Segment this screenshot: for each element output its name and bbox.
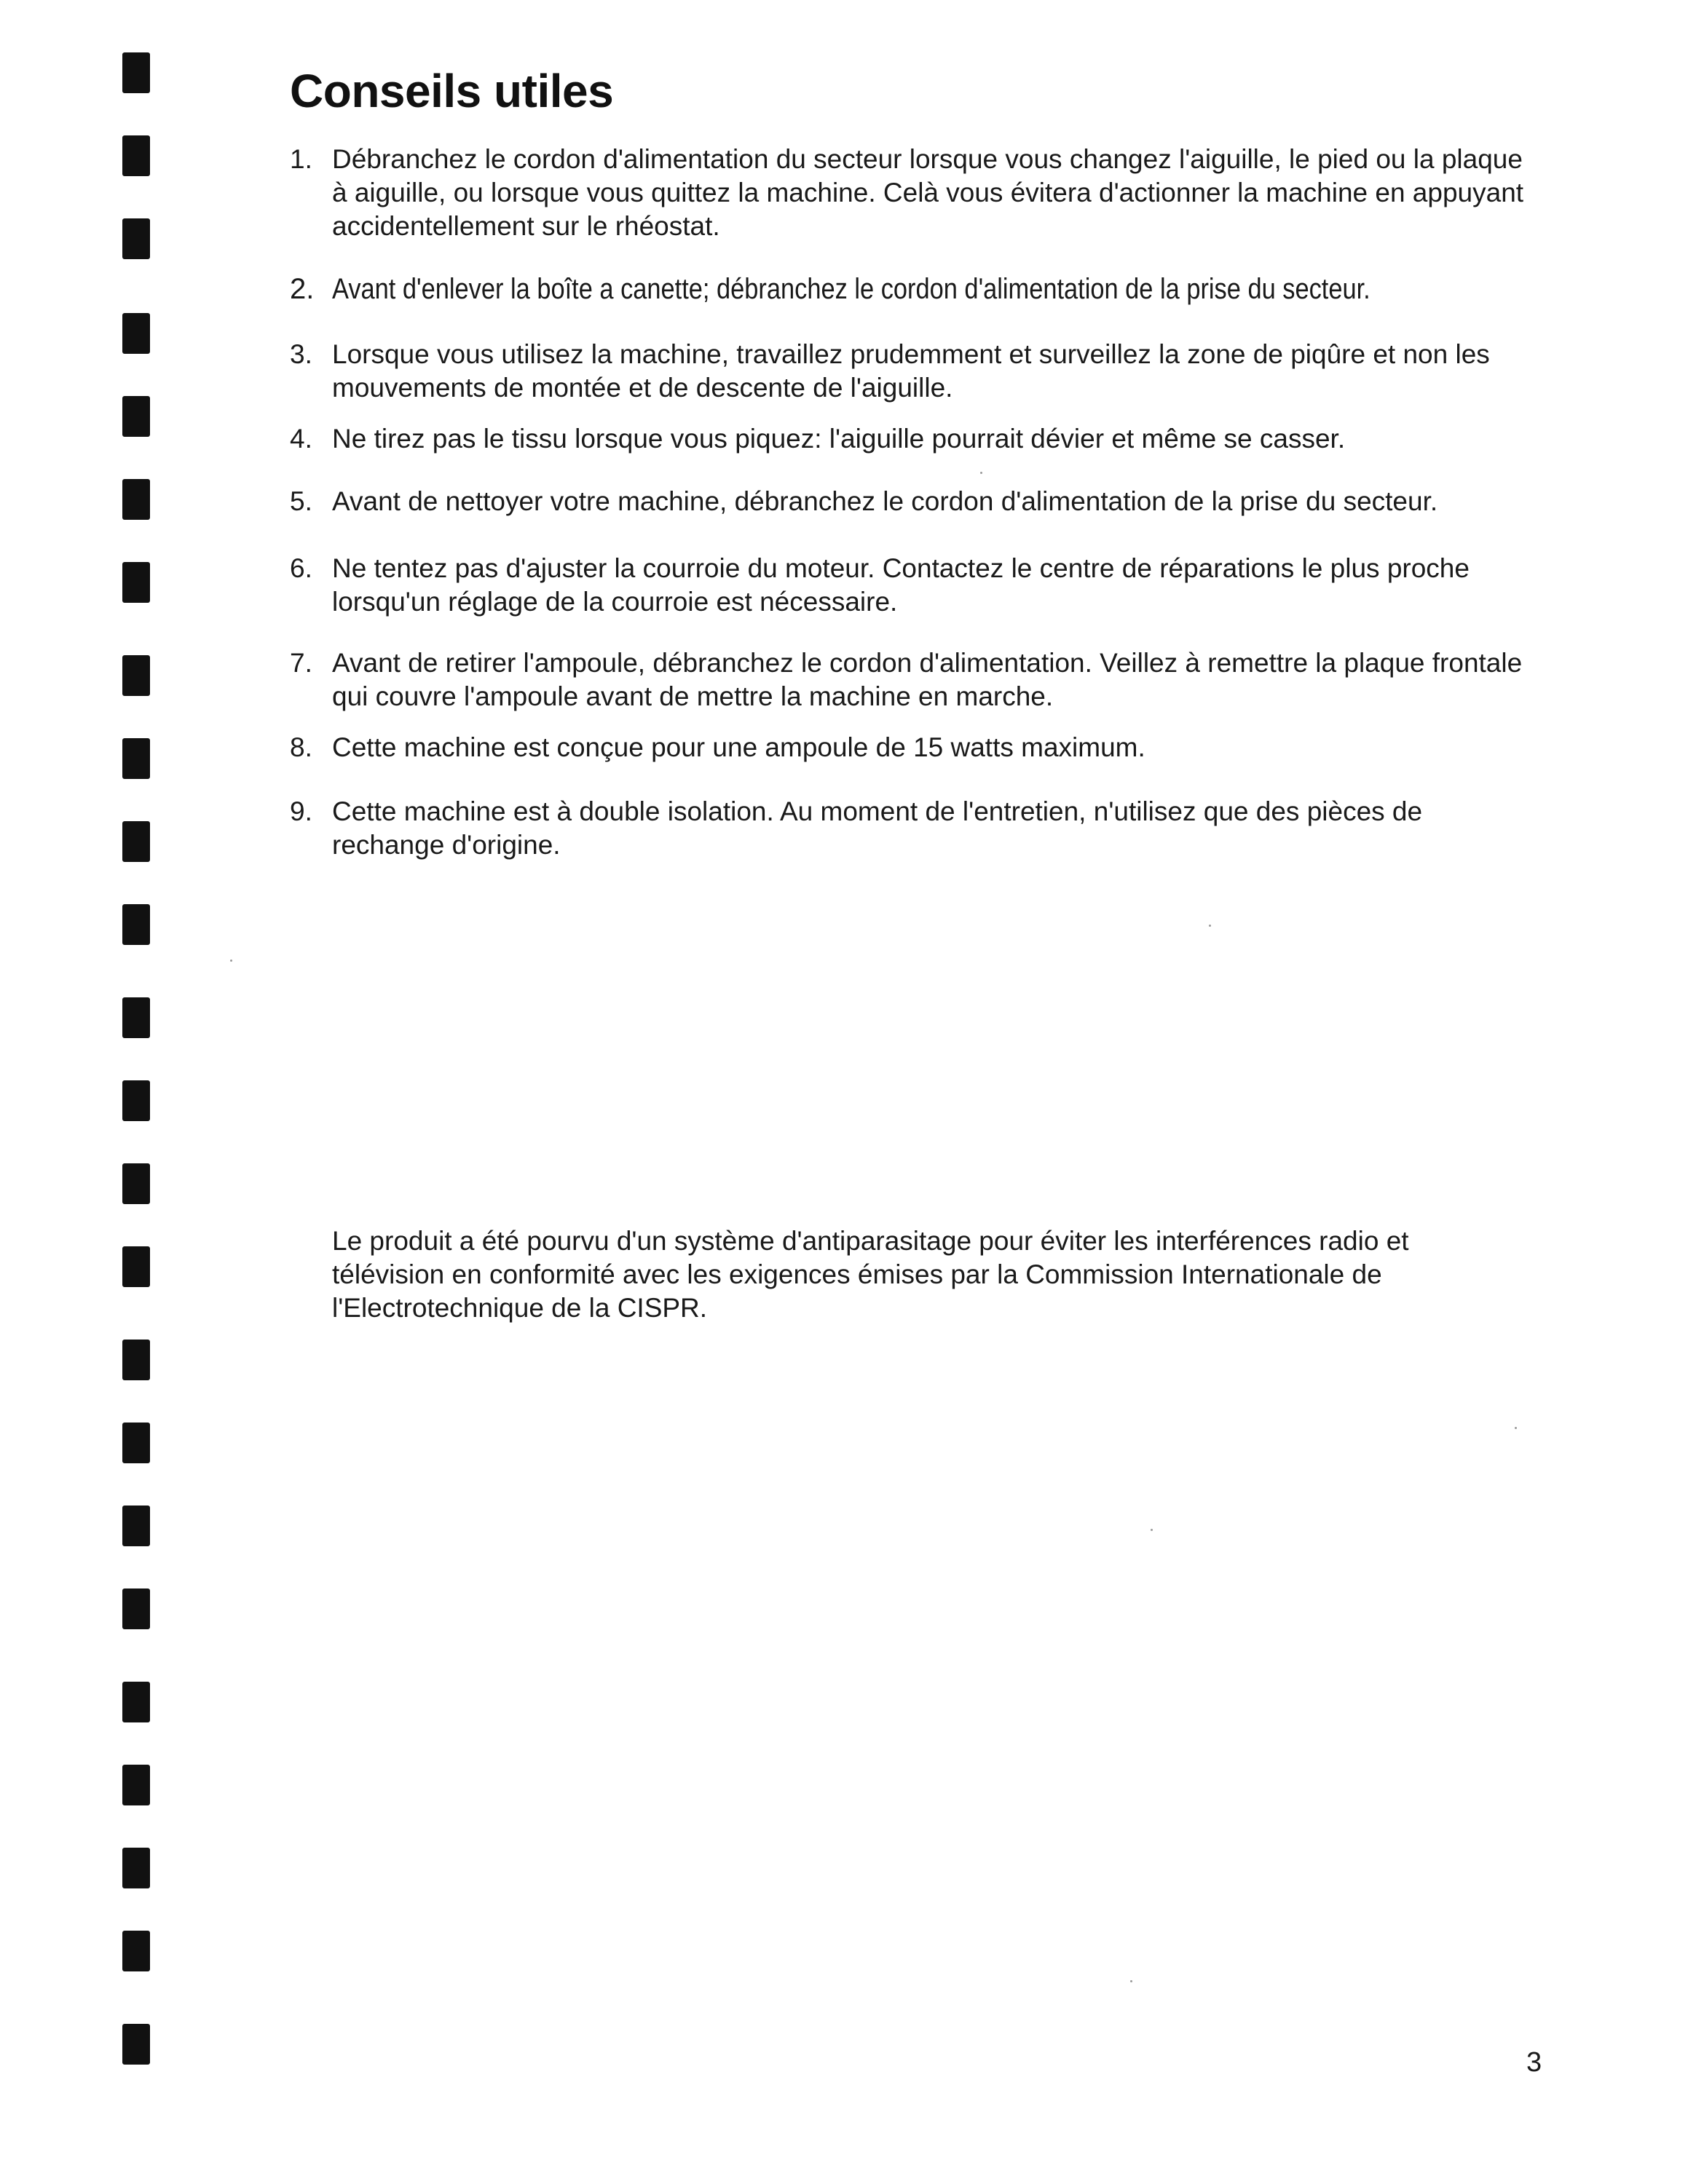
page-title: Conseils utiles [290, 65, 614, 117]
binding-mark [122, 1765, 150, 1805]
binding-mark [122, 1340, 150, 1380]
item-number: 1. [290, 144, 312, 174]
item-number: 2. [290, 273, 315, 305]
binding-mark [122, 1931, 150, 1971]
item-number: 3. [290, 339, 312, 369]
scan-speck [1130, 1980, 1132, 1982]
binding-mark [122, 821, 150, 862]
scan-speck [1151, 1529, 1153, 1531]
binding-mark [122, 1848, 150, 1888]
binding-mark [122, 218, 150, 259]
binding-mark [122, 1246, 150, 1287]
binding-marks [0, 0, 189, 2184]
binding-mark [122, 396, 150, 437]
binding-mark [122, 997, 150, 1038]
binding-mark [122, 1080, 150, 1121]
item-number: 7. [290, 648, 312, 678]
binding-mark [122, 738, 150, 779]
page-number: 3 [1526, 2047, 1542, 2078]
binding-mark [122, 1506, 150, 1546]
item-number: 8. [290, 732, 312, 762]
item-number: 5. [290, 486, 312, 516]
item-text: Lorsque vous utilisez la machine, travaillez prudemment et surveillez la zone de piqûre et non les mouvements de montée et de descente de l'aiguille. [332, 339, 1490, 403]
item-text: Avant de retirer l'ampoule, débranchez le cordon d'alimentation. Veillez à remettre la plaque frontale qui couvre l'ampoule avant de mettre la machine en marche. [332, 648, 1523, 711]
item-number: 6. [290, 553, 312, 583]
item-number: 9. [290, 796, 312, 826]
item-number: 4. [290, 424, 312, 454]
binding-mark [122, 1588, 150, 1629]
binding-mark [122, 904, 150, 945]
binding-mark [122, 655, 150, 696]
binding-mark [122, 313, 150, 354]
scan-speck [980, 472, 982, 474]
binding-mark [122, 479, 150, 520]
scan-speck [1515, 1427, 1517, 1429]
item-text: Avant d'enlever la boîte a canette; débranchez le cordon d'alimentation de la prise du secteur. [332, 273, 1370, 305]
item-text: Avant de nettoyer votre machine, débranchez le cordon d'alimentation de la prise du secteur. [332, 486, 1438, 516]
binding-mark [122, 562, 150, 603]
binding-mark [122, 135, 150, 176]
item-text: Cette machine est conçue pour une ampoule de 15 watts maximum. [332, 732, 1145, 762]
scan-speck [230, 960, 232, 962]
item-text: Ne tirez pas le tissu lorsque vous piquez: l'aiguille pourrait dévier et même se casser. [332, 424, 1346, 454]
binding-mark [122, 2024, 150, 2065]
binding-mark [122, 52, 150, 93]
binding-mark [122, 1163, 150, 1204]
interference-notice: Le produit a été pourvu d'un système d'antiparasitage pour éviter les interférences radio et télévision en conformité avec les exigences émises par la Commission Internationale de l'Electrotechnique de la CISPR. [332, 1226, 1409, 1323]
item-text: Cette machine est à double isolation. Au moment de l'entretien, n'utilisez que des pièces de rechange d'origine. [332, 796, 1423, 860]
binding-mark [122, 1682, 150, 1722]
binding-mark [122, 1423, 150, 1463]
item-text: Ne tentez pas d'ajuster la courroie du moteur. Contactez le centre de réparations le plus proche lorsqu'un réglage de la courroie est nécessaire. [332, 553, 1470, 617]
item-text: Débranchez le cordon d'alimentation du secteur lorsque vous changez l'aiguille, le pied ou la plaque à aiguille, ou lorsque vous quittez la machine. Celà vous évitera d'actionner la machine en appuyant accidentellement sur le rhéostat. [332, 144, 1524, 241]
scan-speck [1209, 925, 1211, 927]
